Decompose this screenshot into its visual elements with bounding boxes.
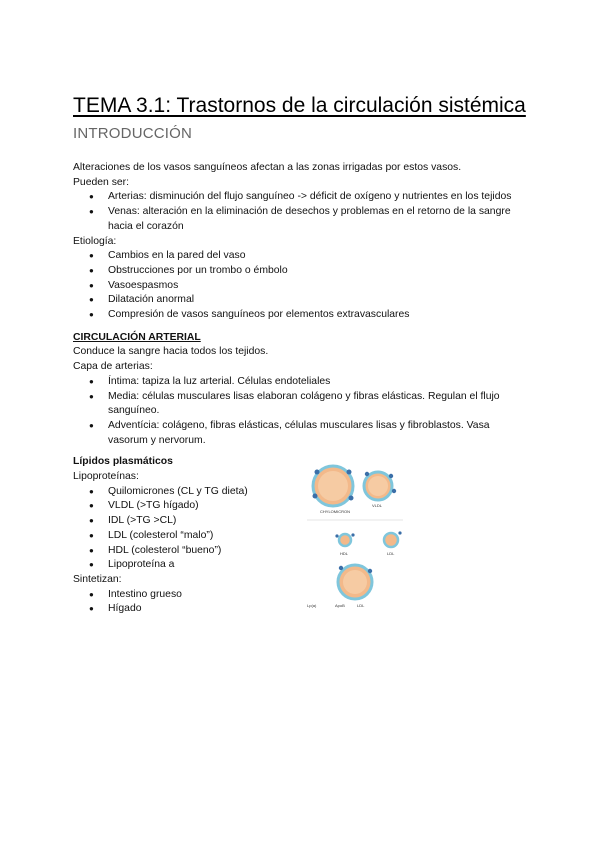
synth-label: Sintetizan: bbox=[73, 573, 122, 585]
section-subtitle: INTRODUCCIÓN bbox=[73, 125, 193, 142]
lpa-core bbox=[343, 570, 367, 594]
page-title: TEMA 3.1: Trastornos de la circulación sistémica bbox=[73, 94, 526, 117]
apoprotein-dot bbox=[347, 470, 352, 475]
apoprotein-dot bbox=[398, 531, 401, 534]
arterial-line: Conduce la sangre hacia todos los tejidos. bbox=[73, 346, 269, 358]
intro-line: Alteraciones de los vasos sanguíneos afectan a las zonas irrigadas por estos vasos. bbox=[73, 162, 462, 173]
ldl2-label: LDL bbox=[357, 603, 365, 608]
lipoprotein-label: Lipoproteínas: bbox=[73, 471, 139, 483]
list-item: ● IDL (>TG >CL) bbox=[73, 514, 533, 529]
list-item: ● Quilomicrones (CL y TG dieta) bbox=[73, 485, 533, 500]
list-item: ● Compresión de vasos sanguíneos por elementos extravasculares bbox=[73, 308, 533, 323]
list-item: ● Intestino grueso bbox=[73, 588, 533, 603]
hdl-particle bbox=[339, 534, 351, 546]
ldl-label: LDL bbox=[387, 551, 395, 556]
lpa-label: Lp(a) bbox=[307, 603, 317, 608]
list-item: ● Íntima: tapiza la luz arterial. Células endoteliales bbox=[73, 375, 533, 390]
list-item: ● Arterias: disminución del flujo sanguíneo -> déficit de oxígeno y nutrientes en los tejidos bbox=[73, 190, 533, 205]
apoprotein-dot bbox=[315, 470, 320, 475]
arterial-heading: CIRCULACIÓN ARTERIAL bbox=[73, 331, 201, 343]
list-item: ● Media: células musculares lisas elaboran colágeno y fibras elásticas. Regulan el flujo sanguíneo. bbox=[73, 390, 533, 419]
list-item: ● VLDL (>TG hígado) bbox=[73, 499, 533, 514]
intro-line: Pueden ser: bbox=[73, 176, 130, 188]
apoprotein-dot bbox=[392, 489, 396, 493]
apoprotein-dot bbox=[368, 569, 372, 573]
list-item: ● Venas: alteración en la eliminación de desechos y problemas en el retorno de la sangre hacia el corazón bbox=[73, 205, 533, 234]
vldl-label: VLDL bbox=[372, 503, 383, 508]
list-item: ● Cambios en la pared del vaso bbox=[73, 249, 533, 264]
list-item: ● HDL (colesterol “bueno”) bbox=[73, 544, 533, 559]
hdl-label: HDL bbox=[340, 551, 349, 556]
ldl-particle bbox=[384, 533, 398, 547]
apoprotein-dot bbox=[339, 566, 343, 570]
list-item: ● LDL (colesterol “malo”) bbox=[73, 529, 533, 544]
list-item: ● Vasoespasmos bbox=[73, 279, 533, 294]
list-item: ● Lipoproteína a bbox=[73, 558, 533, 573]
apoprotein-dot bbox=[335, 534, 338, 537]
apoprotein-dot bbox=[365, 472, 369, 476]
apoprotein-dot bbox=[351, 533, 354, 536]
vessel-list bbox=[73, 190, 533, 234]
apoprotein-dot bbox=[389, 474, 393, 478]
apoprotein-dot bbox=[349, 496, 354, 501]
vldl-core bbox=[368, 476, 388, 496]
chylomicron-label: CHYLOMICRON bbox=[320, 509, 351, 514]
etiology-list bbox=[73, 249, 533, 323]
apob-label: ApoB bbox=[335, 603, 345, 608]
apoprotein-dot bbox=[313, 494, 318, 499]
list-item: ● Hígado bbox=[73, 602, 533, 617]
lipids-heading: Lípidos plasmáticos bbox=[73, 456, 173, 468]
arterial-line: Capa de arterias: bbox=[73, 361, 153, 373]
list-item: ● Dilatación anormal bbox=[73, 293, 533, 308]
list-item: ● Adventícia: colágeno, fibras elásticas, células musculares lisas y fibroblastos. Vasa vasorum y nervorum. bbox=[73, 419, 523, 448]
artery-layers-list bbox=[73, 375, 533, 449]
etiology-label: Etiología: bbox=[73, 235, 117, 247]
chylomicron-core bbox=[318, 471, 348, 501]
lipoprotein-figure bbox=[303, 460, 405, 610]
list-item: ● Obstrucciones por un trombo o émbolo bbox=[73, 264, 533, 279]
